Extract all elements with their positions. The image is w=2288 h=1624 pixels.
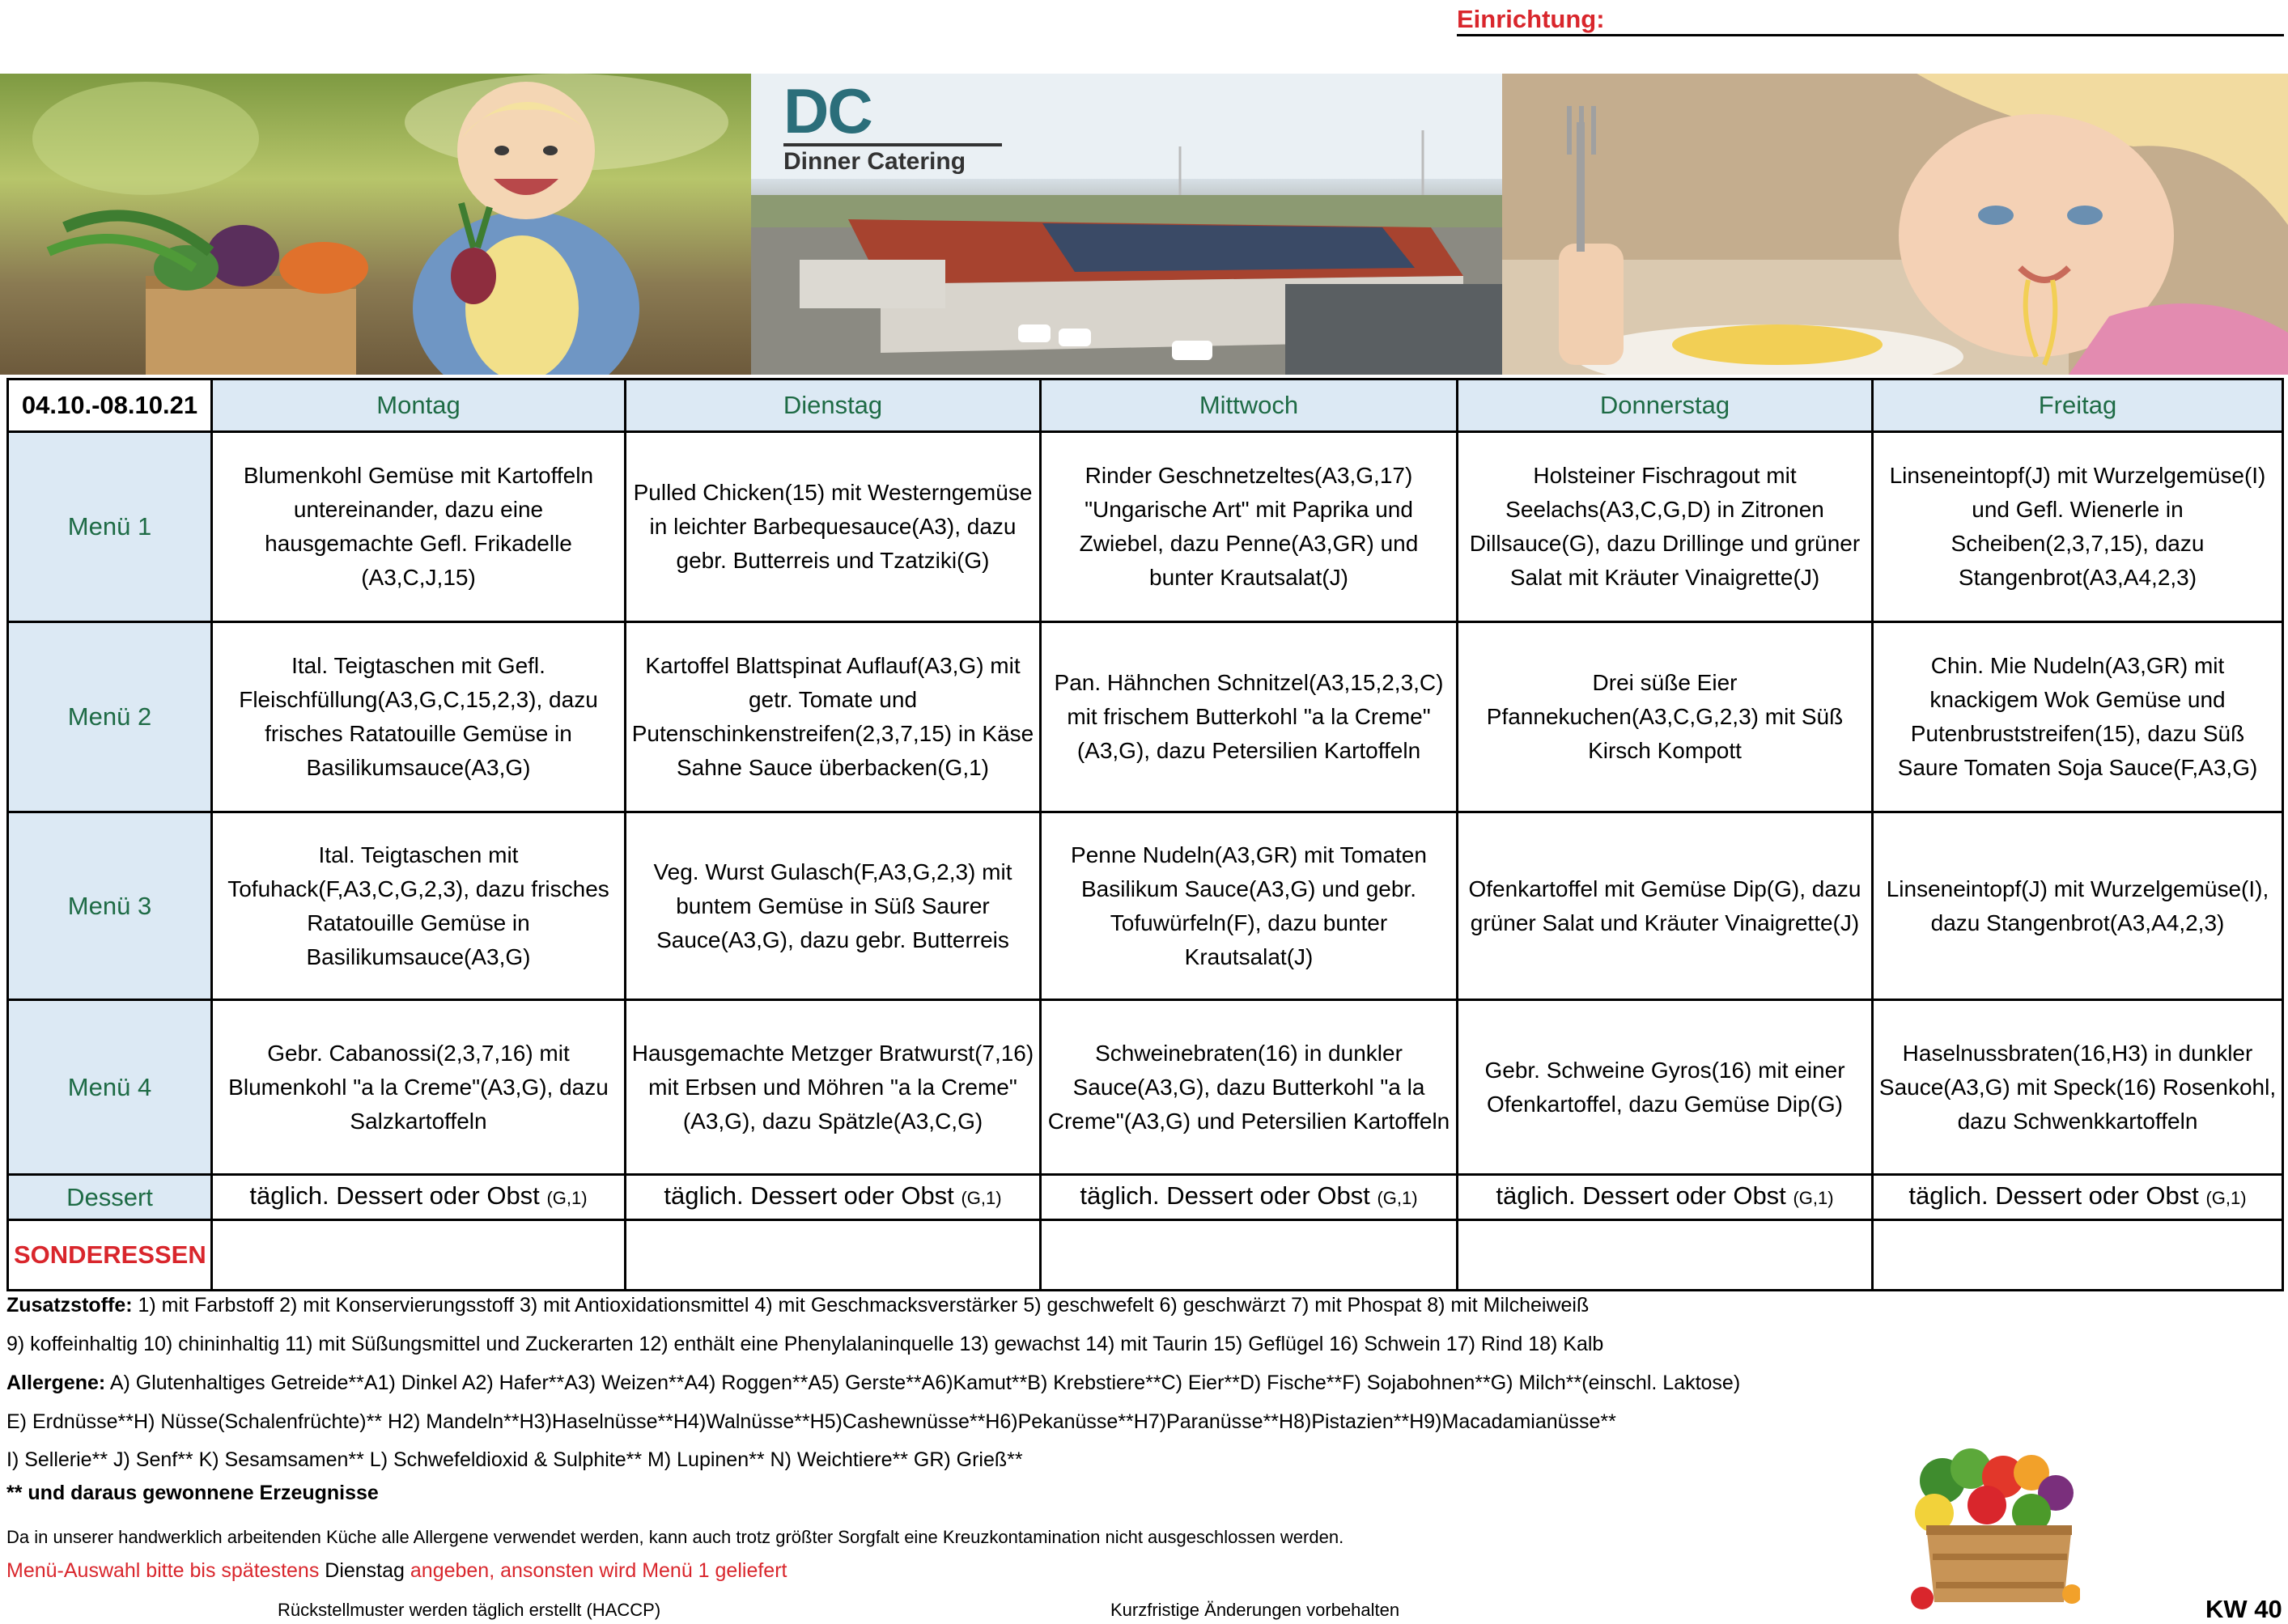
vegetable-basket-image [1910,1448,2080,1610]
header-banner [0,74,2288,375]
allergene-line-1 [6,1372,1740,1395]
menu-cell: Drei süße Eier Pfannekuchen(A3,C,G,2,3) mit Süß Kirsch Kompott [1458,622,1873,812]
day-header: Montag [212,379,626,432]
day-header: Dienstag [626,379,1041,432]
menu-row [8,1000,2283,1175]
sonderessen-row [8,1220,2283,1291]
aenderungen-note: Kurzfristige Änderungen vorbehalten [1110,1600,1400,1620]
dessert-cell [1873,1175,2283,1220]
zusatzstoffe-line-2: 9) koffeinhaltig 10) chininhaltig 11) mit Süßungsmittel und Zuckerarten 12) enthält eine Phenylalaninquelle 13) gewachst 14) mit Taurin 15) Geflügel 16) Schwein 17) Rind 18) Kalb [6,1333,1604,1355]
menu-row [8,432,2283,622]
banner-photo-child-eating [1502,74,2288,375]
dessert-text: täglich. Dessert oder Obst [249,1181,540,1210]
banner-photo-company-building [751,74,1502,375]
weekly-menu-table [6,378,2284,1291]
dessert-allergens: (G,1) [2205,1188,2247,1208]
kreuzkontamination-note: Da in unserer handwerklich arbeitenden Küche alle Allergene verwendet werden, kann auch trotz größter Sorgfalt eine Kreuzkontamination nicht ausgeschlossen werden. [6,1527,1344,1547]
zusatzstoffe-line-1 [6,1294,1589,1317]
menu-cell: Veg. Wurst Gulasch(F,A3,G,2,3) mit buntem Gemüse in Süß Saurer Sauce(A3,G), dazu gebr. Butterreis [626,812,1041,1000]
dessert-text: täglich. Dessert oder Obst [1496,1181,1786,1210]
menu-cell: Holsteiner Fischragout mit Seelachs(A3,C,G,D) in Zitronen Dillsauce(G), dazu Drillinge und grüner Salat mit Kräuter Vinaigrette(J) [1458,432,1873,622]
dessert-label: Dessert [8,1175,212,1220]
child-eating-illustration [1502,74,2288,375]
logo-initials: DC [783,75,872,146]
sonderessen-label: SONDERESSEN [8,1220,212,1291]
menu-cell: Rinder Geschnetzeltes(A3,G,17) "Ungarische Art" mit Paprika und Zwiebel, dazu Penne(A3,GR) und bunter Krautsalat(J) [1041,432,1458,622]
dessert-cell [1041,1175,1458,1220]
menu-cell: Ital. Teigtaschen mit Tofuhack(F,A3,C,G,2,3), dazu frisches Ratatouille Gemüse in Basilikumsauce(A3,G) [212,812,626,1000]
menu-cell: Ofenkartoffel mit Gemüse Dip(G), dazu grüner Salat und Kräuter Vinaigrette(J) [1458,812,1873,1000]
dessert-allergens: (G,1) [961,1188,1002,1208]
dinner-catering-logo [783,75,1002,176]
dessert-allergens: (G,1) [1377,1188,1418,1208]
dessert-row [8,1175,2283,1220]
menu-cell: Chin. Mie Nudeln(A3,GR) mit knackigem Wok Gemüse und Putenbruststreifen(15), dazu Süß Saure Tomaten Soja Sauce(F,A3,G) [1873,622,2283,812]
rueckstellmuster-note: Rückstellmuster werden täglich erstellt (HACCP) [278,1600,661,1620]
banner-photo-child-vegetables [0,74,751,375]
einrichtung-field [1457,3,2284,36]
auswahl-text-1: Menü-Auswahl bitte bis spätestens [6,1559,325,1582]
einrichtung-label: Einrichtung: [1457,5,1605,33]
week-range: 04.10.-08.10.21 [8,379,212,432]
calendar-week: KW 40 [2205,1595,2282,1623]
menu-cell: Pan. Hähnchen Schnitzel(A3,15,2,3,C) mit frischem Butterkohl "a la Creme"(A3,G), dazu Petersilien Kartoffeln [1041,622,1458,812]
dessert-allergens: (G,1) [1793,1188,1834,1208]
menu-cell: Linseneintopf(J) mit Wurzelgemüse(I), dazu Stangenbrot(A3,A4,2,3) [1873,812,2283,1000]
menu-label: Menü 1 [8,432,212,622]
menu-label: Menü 4 [8,1000,212,1175]
menu-cell: Schweinebraten(16) in dunkler Sauce(A3,G), dazu Butterkohl "a la Creme"(A3,G) und Petersilien Kartoffeln [1041,1000,1458,1175]
menu-cell: Haselnussbraten(16,H3) in dunkler Sauce(A3,G) mit Speck(16) Rosenkohl, dazu Schwenkkartoffeln [1873,1000,2283,1175]
menu-label: Menü 2 [8,622,212,812]
menu-row [8,622,2283,812]
zusatzstoffe-label: Zusatzstoffe: [6,1294,133,1317]
allergene-line-3: I) Sellerie** J) Senf** K) Sesamsamen** L) Schwefeldioxid & Sulphite** M) Lupinen** N) Weichtiere** GR) Grieß** [6,1448,1023,1471]
dessert-cell [1458,1175,1873,1220]
menu-cell: Kartoffel Blattspinat Auflauf(A3,G) mit getr. Tomate und Putenschinkenstreifen(2,3,7,15) in Käse Sahne Sauce überbacken(G,1) [626,622,1041,812]
sonderessen-cell[interactable] [1458,1220,1873,1291]
vegetable-basket-illustration [1910,1448,2080,1610]
menu-cell: Linseneintopf(J) mit Wurzelgemüse(I) und Gefl. Wienerle in Scheiben(2,3,7,15), dazu Stangenbrot(A3,A4,2,3) [1873,432,2283,622]
allergene-label: Allergene: [6,1372,106,1394]
menu-cell: Penne Nudeln(A3,GR) mit Tomaten Basilikum Sauce(A3,G) und gebr. Tofuwürfeln(F), dazu bunter Krautsalat(J) [1041,812,1458,1000]
auswahl-text-2: angeben, ansonsten wird Menü 1 geliefert [404,1559,787,1582]
allergene-text: A) Glutenhaltiges Getreide**A1) Dinkel A2) Hafer**A3) Weizen**A4) Roggen**A5) Gerste**A6)Kamut**B) Krebstiere**C) Eier**D) Fische**F) Sojabohnen**G) Milch**(einschl. Laktose) [105,1372,1741,1394]
sonderessen-cell[interactable] [212,1220,626,1291]
sonderessen-cell[interactable] [1041,1220,1458,1291]
day-header: Freitag [1873,379,2283,432]
day-header: Donnerstag [1458,379,1873,432]
dessert-cell [212,1175,626,1220]
child-vegetables-illustration [0,74,751,375]
menu-cell: Pulled Chicken(15) mit Westerngemüse in leichter Barbequesauce(A3), dazu gebr. Butterreis und Tzatziki(G) [626,432,1041,622]
dessert-allergens: (G,1) [546,1188,588,1208]
erzeugnisse-note: ** und daraus gewonnene Erzeugnisse [6,1482,379,1504]
sonderessen-cell[interactable] [626,1220,1041,1291]
menu-auswahl-note [6,1559,787,1583]
zusatzstoffe-text: 1) mit Farbstoff 2) mit Konservierungsstoff 3) mit Antioxidationsmittel 4) mit Geschmacksverstärker 5) geschwefelt 6) geschwärzt 7) mit Phospat 8) mit Milcheiweiß [132,1294,1590,1317]
dessert-cell [626,1175,1041,1220]
menu-label: Menü 3 [8,812,212,1000]
menu-cell: Hausgemachte Metzger Bratwurst(7,16) mit Erbsen und Möhren "a la Creme"(A3,G), dazu Spätzle(A3,C,G) [626,1000,1041,1175]
table-header-row [8,379,2283,432]
dessert-text: täglich. Dessert oder Obst [1908,1181,2199,1210]
menu-cell: Blumenkohl Gemüse mit Kartoffeln untereinander, dazu eine hausgemachte Gefl. Frikadelle (A3,C,J,15) [212,432,626,622]
menu-cell: Gebr. Schweine Gyros(16) mit einer Ofenkartoffel, dazu Gemüse Dip(G) [1458,1000,1873,1175]
logo-text: Dinner Catering [783,143,1002,176]
menu-cell: Gebr. Cabanossi(2,3,7,16) mit Blumenkohl "a la Creme"(A3,G), dazu Salzkartoffeln [212,1000,626,1175]
dessert-text: täglich. Dessert oder Obst [664,1181,954,1210]
menu-cell: Ital. Teigtaschen mit Gefl. Fleischfüllung(A3,G,C,15,2,3), dazu frisches Ratatouille Gemüse in Basilikumsauce(A3,G) [212,622,626,812]
sonderessen-cell[interactable] [1873,1220,2283,1291]
auswahl-day: Dienstag [325,1559,405,1582]
day-header: Mittwoch [1041,379,1458,432]
menu-row [8,812,2283,1000]
dessert-text: täglich. Dessert oder Obst [1080,1181,1370,1210]
allergene-line-2: E) Erdnüsse**H) Nüsse(Schalenfrüchte)** H2) Mandeln**H3)Haselnüsse**H4)Walnüsse**H5)Cashewnüsse**H6)Pekanüsse**H7)Paranüsse**H8)Pistazien**H9)Macadamianüsse** [6,1410,1616,1433]
